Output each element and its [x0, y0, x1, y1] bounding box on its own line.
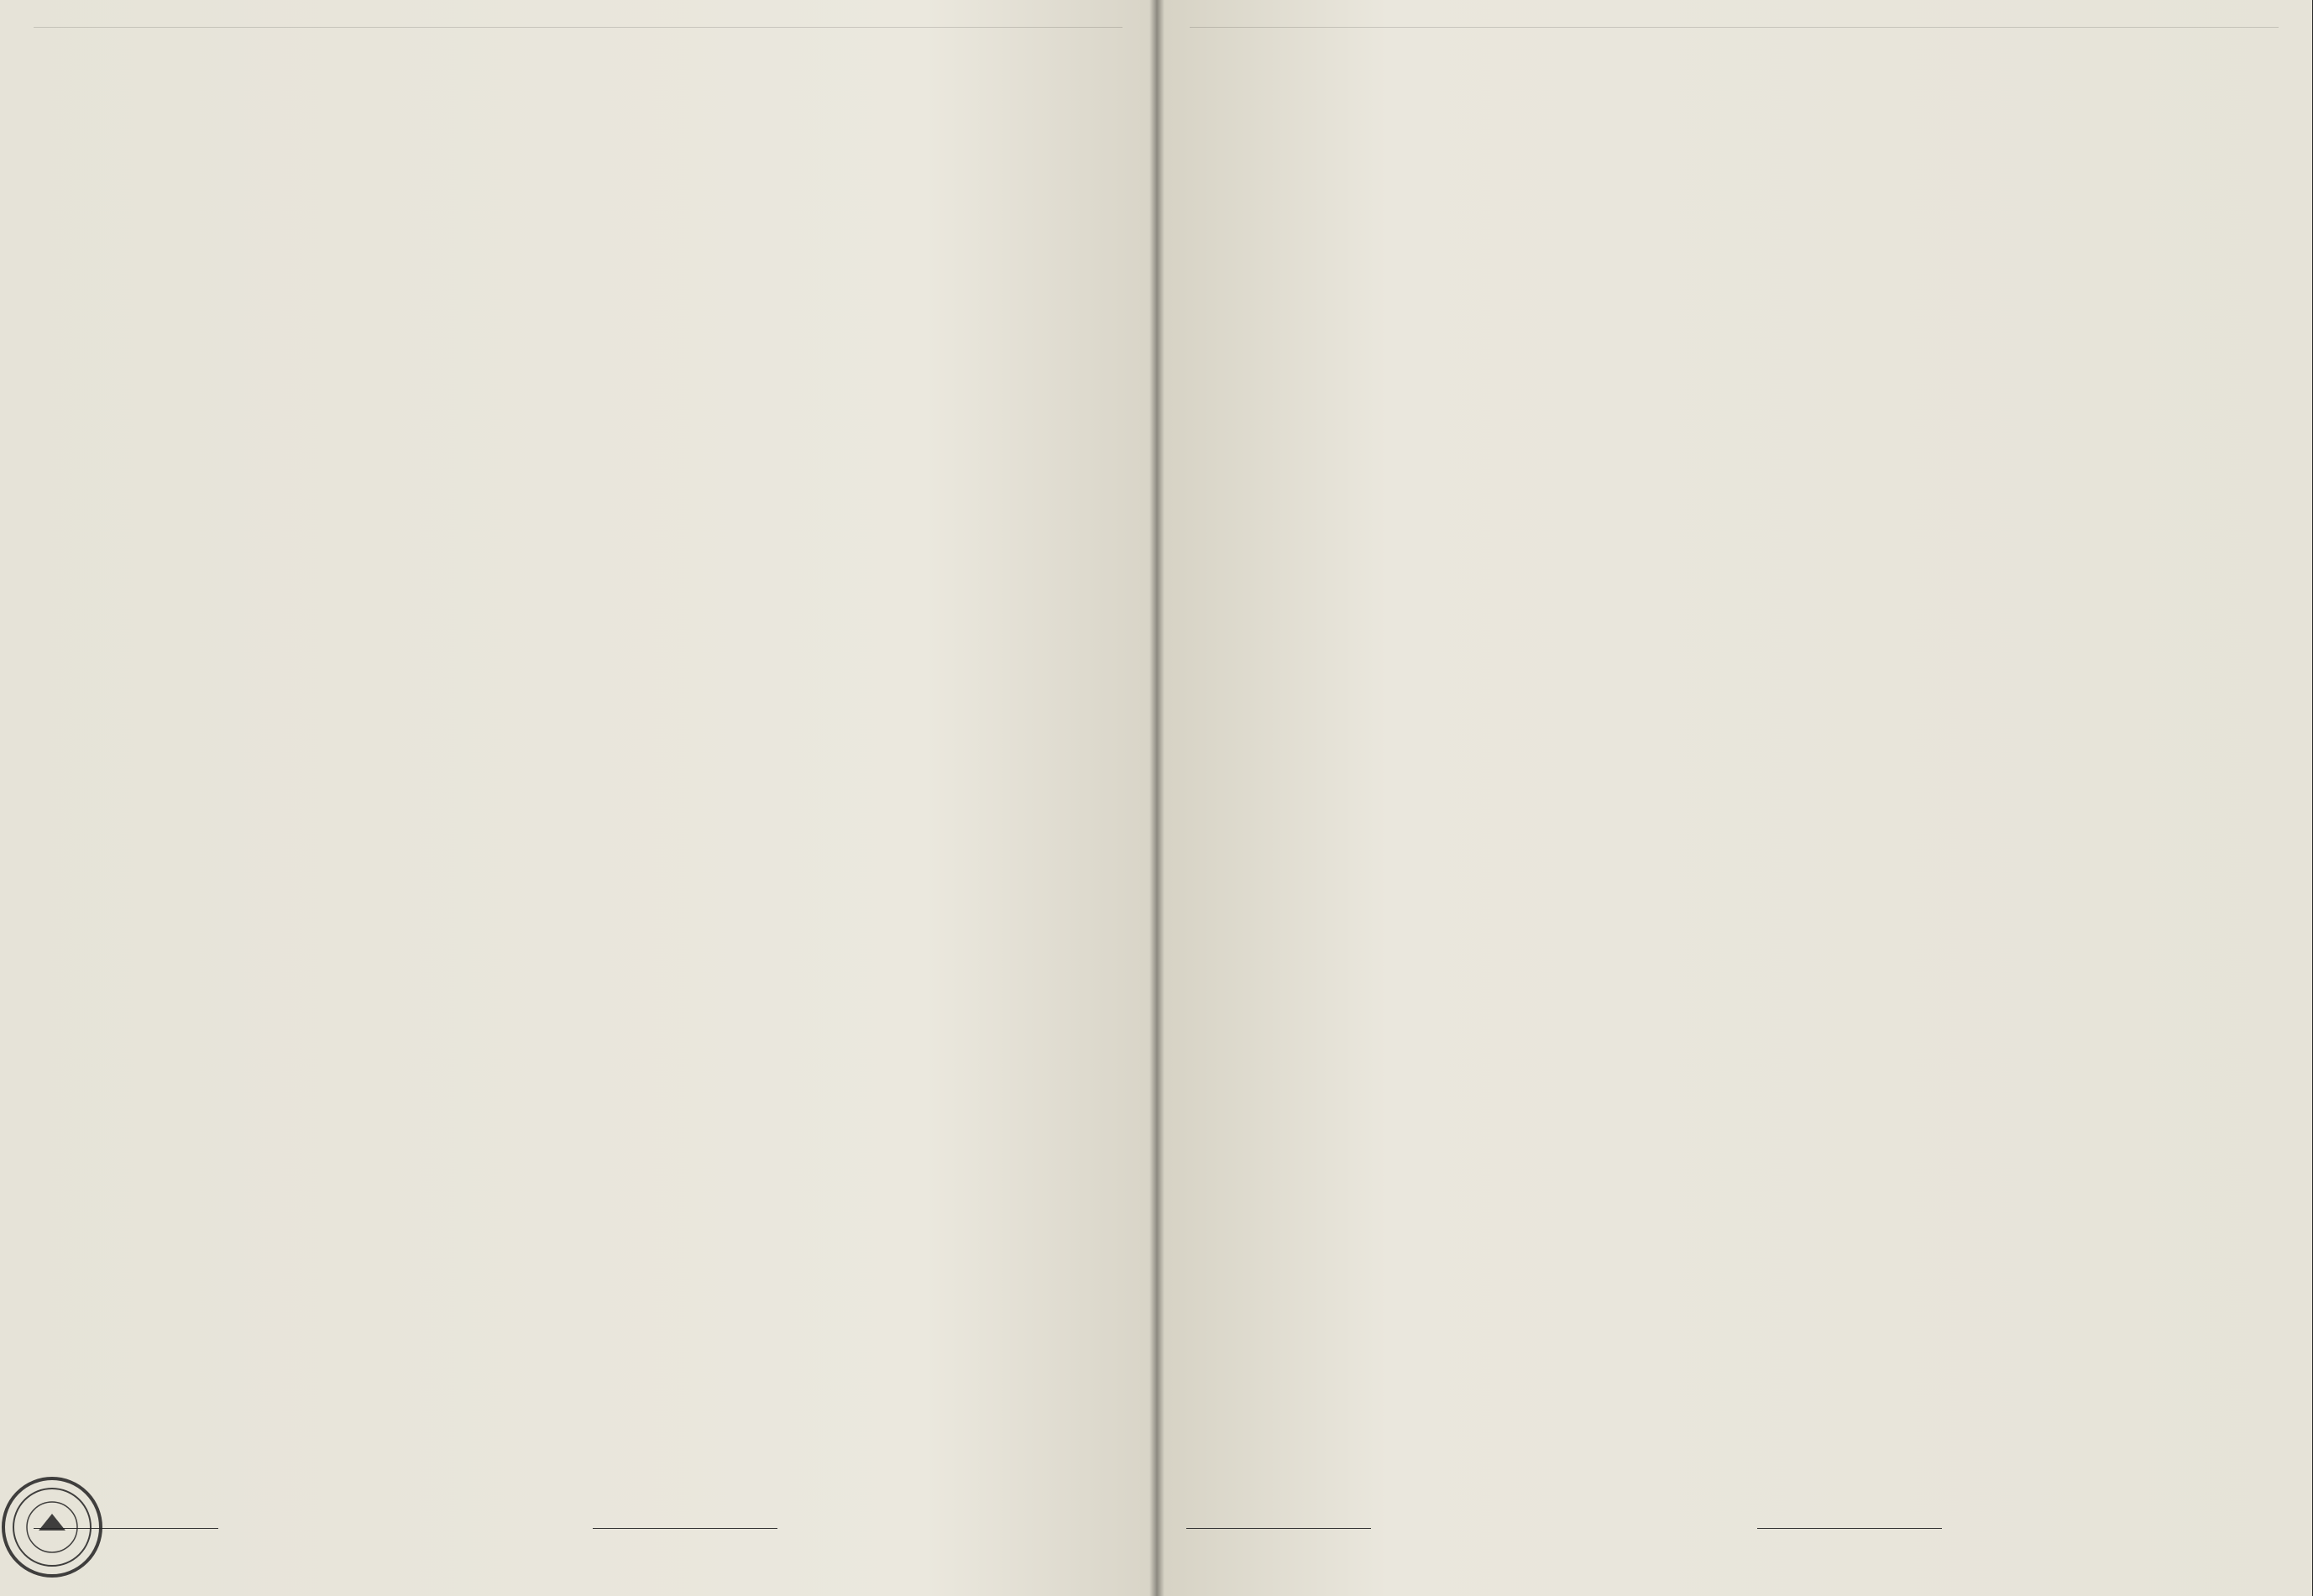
right-page [1156, 0, 2312, 1596]
left-footnote-rule-2 [593, 1528, 777, 1529]
library-stamp [2, 1477, 102, 1578]
right-footnote-2 [1757, 1536, 2286, 1579]
left-page [0, 0, 1156, 1596]
left-footnote-2 [593, 1536, 1130, 1579]
left-page-column-2 [593, 40, 1130, 1562]
right-footnote-rule-2 [1757, 1528, 1942, 1529]
left-page-column-1 [34, 40, 554, 1562]
book-gutter [1149, 0, 1164, 1596]
left-footnote-1 [34, 1536, 554, 1579]
right-footnote-rule-1 [1186, 1528, 1371, 1529]
right-header-rule [1190, 27, 2279, 28]
left-header-rule [34, 27, 1122, 28]
library-stamp-icon [5, 1480, 99, 1574]
right-footnote-1 [1186, 1536, 1715, 1579]
right-page-column-2 [1757, 40, 2286, 1562]
right-page-column-1 [1186, 40, 1715, 1562]
